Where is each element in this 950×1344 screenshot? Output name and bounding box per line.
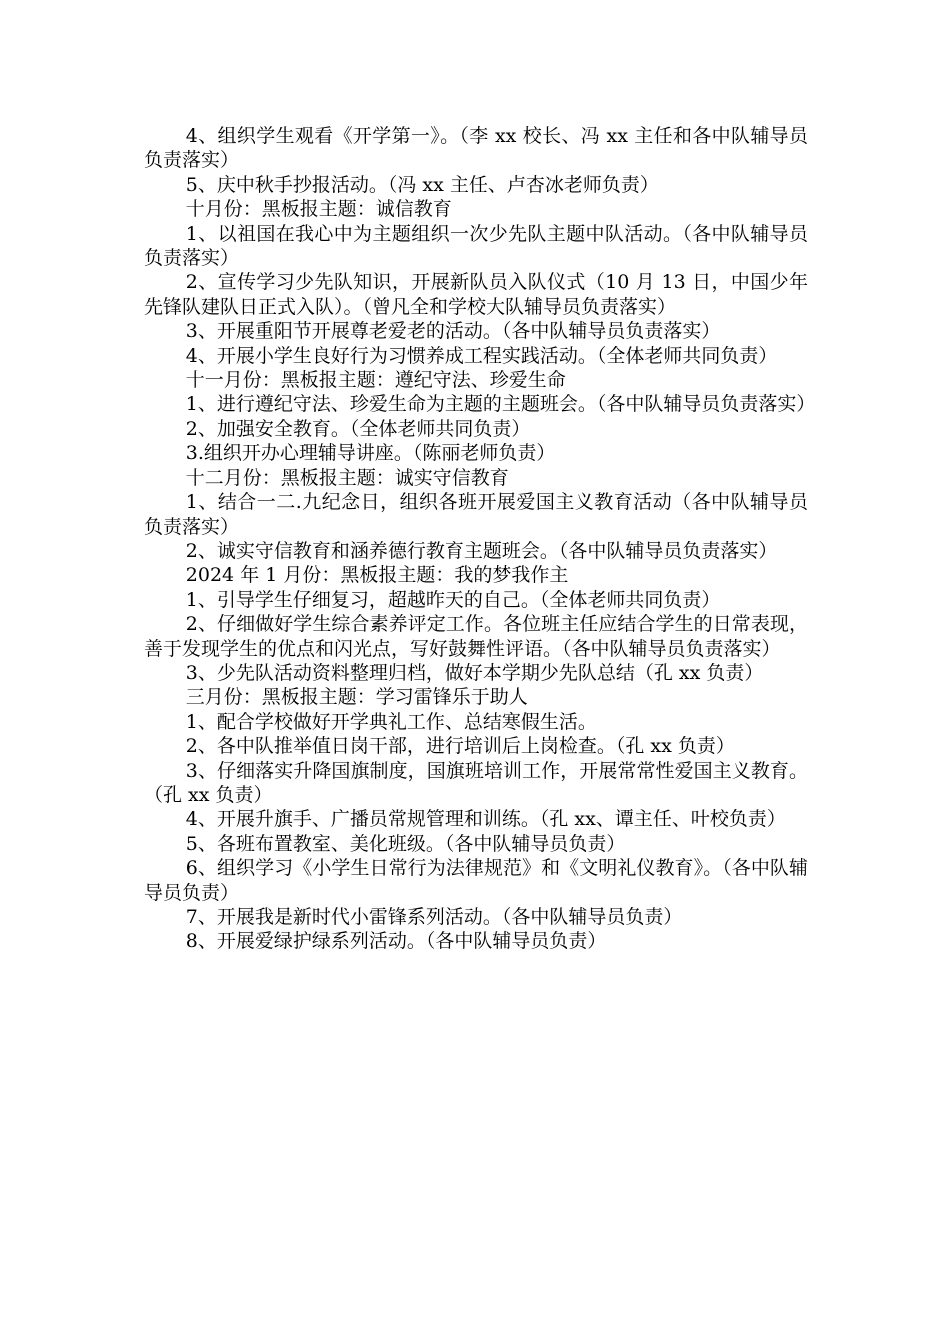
section-heading: 2024 年 1 月份：黑板报主题：我的梦我作主 — [185, 564, 569, 587]
section-heading: 三月份：黑板报主题：学习雷锋乐于助人 — [185, 686, 528, 709]
paragraph: 2、宣传学习少先队知识，开展新队员入队仪式（10 月 13 日，中国少年先锋队建队日正式入队）。（曾凡全和学校大队辅导员负责落实） — [144, 271, 808, 318]
paragraph: 1、配合学校做好开学典礼工作、总结寒假生活。 — [185, 710, 597, 733]
paragraph: 1、进行遵纪守法、珍爱生命为主题的主题班会。（各中队辅导员负责落实） — [185, 393, 816, 416]
paragraph: 1、引导学生仔细复习，超越昨天的自己。（全体老师共同负责） — [185, 588, 721, 611]
paragraph: 7、开展我是新时代小雷锋系列活动。（各中队辅导员负责） — [185, 906, 683, 928]
paragraph: 3.组织开办心理辅导讲座。（陈丽老师负责） — [185, 442, 556, 465]
paragraph: 3、开展重阳节开展尊老爱老的活动。（各中队辅导员负责落实） — [185, 320, 721, 343]
paragraph: 5、庆中秋手抄报活动。（冯 xx 主任、卢杏冰老师负责） — [185, 173, 659, 196]
paragraph: 2、诚实守信教育和涵养德行教育主题班会。（各中队辅导员负责落实） — [185, 539, 778, 562]
paragraph: 3、少先队活动资料整理归档，做好本学期少先队总结（孔 xx 负责） — [185, 661, 764, 684]
section-heading: 十一月份：黑板报主题：遵纪守法、珍爱生命 — [185, 369, 566, 392]
paragraph: 4、开展升旗手、广播员常规管理和训练。（孔 xx、谭主任、叶校负责） — [185, 808, 786, 831]
paragraph: 2、各中队推举值日岗干部，进行培训后上岗检查。（孔 xx 负责） — [185, 735, 735, 758]
paragraph: 4、组织学生观看《开学第一》。（李 xx 校长、冯 xx 主任和各中队辅导员负责落实） — [144, 125, 808, 172]
paragraph: 4、开展小学生良好行为习惯养成工程实践活动。（全体老师共同负责） — [185, 344, 778, 367]
paragraph: 5、各班布置教室、美化班级。（各中队辅导员负责） — [185, 832, 626, 855]
paragraph: 1、结合一二.九纪念日，组织各班开展爱国主义教育活动（各中队辅导员负责落实） — [144, 491, 808, 538]
paragraph: 1、以祖国在我心中为主题组织一次少先队主题中队活动。（各中队辅导员负责落实） — [144, 222, 808, 270]
section-heading: 十二月份：黑板报主题：诚实守信教育 — [185, 466, 509, 489]
section-heading: 十月份：黑板报主题：诚信教育 — [185, 198, 452, 221]
document-body — [144, 124, 816, 954]
paragraph: 8、开展爱绿护绿系列活动。（各中队辅导员负责） — [185, 930, 607, 953]
paragraph: 6、组织学习《小学生日常行为法律规范》和《文明礼仪教育》。（各中队辅导员负责） — [144, 857, 808, 904]
paragraph: 2、加强安全教育。（全体老师共同负责） — [185, 417, 531, 440]
paragraph: 2、仔细做好学生综合素养评定工作。各位班主任应结合学生的日常表现，善于发现学生的优点和闪光点，写好鼓舞性评语。（各中队辅导员负责落实） — [144, 613, 808, 660]
paragraph: 3、仔细落实升降国旗制度，国旗班培训工作，开展常常性爱国主义教育。（孔 xx 负责） — [144, 759, 808, 806]
